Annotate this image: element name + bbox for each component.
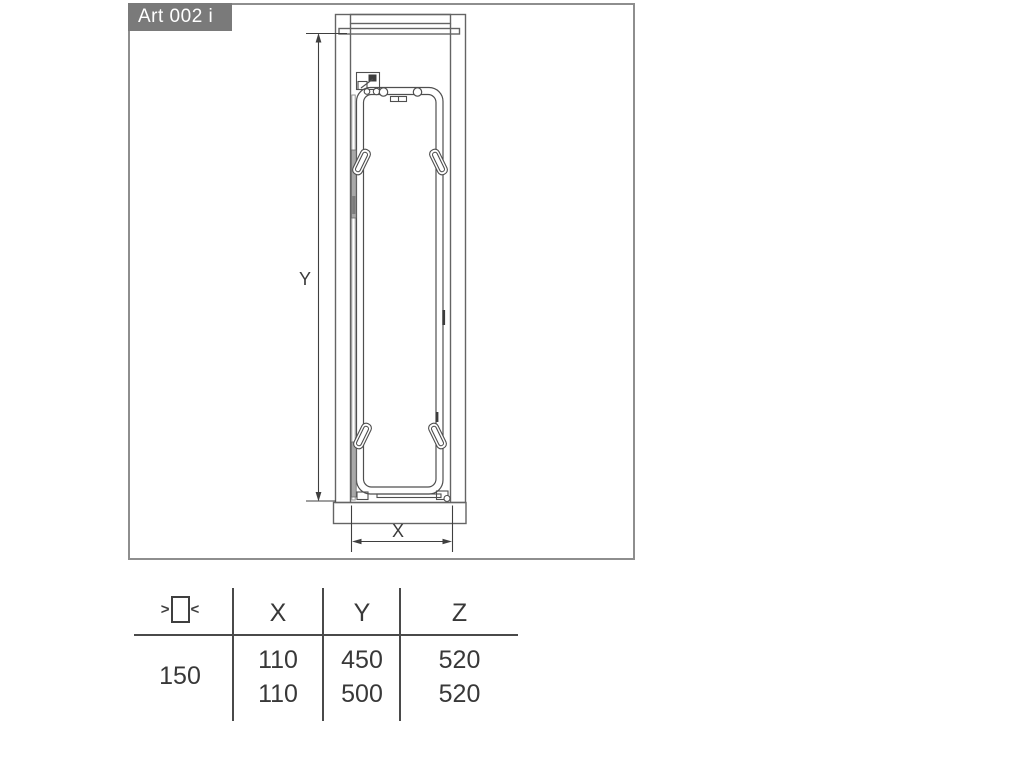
arrow-left-icon: < bbox=[190, 600, 200, 618]
caster-wheel bbox=[444, 496, 450, 502]
table-cell-y1: 450 bbox=[341, 646, 383, 674]
top-latch bbox=[391, 97, 407, 102]
top-bracket bbox=[357, 73, 380, 95]
column-header-z: Z bbox=[451, 599, 468, 627]
clip-bottom-right bbox=[427, 422, 448, 451]
bottom-slide bbox=[357, 491, 450, 502]
arrowhead-up bbox=[316, 33, 322, 43]
basket-clips bbox=[351, 148, 449, 451]
column-header-y: Y bbox=[353, 599, 371, 627]
table-cell-z2: 520 bbox=[438, 680, 481, 708]
arrowhead-left bbox=[352, 539, 362, 545]
arrow-right-icon: > bbox=[160, 600, 170, 618]
clip-top-right bbox=[428, 148, 449, 177]
title-badge: Art 002 i bbox=[128, 3, 232, 31]
table-cell-x1: 110 bbox=[258, 646, 298, 674]
table-cell-y2: 500 bbox=[341, 680, 383, 708]
cabinet-top-panel bbox=[351, 15, 451, 24]
tube-fittings bbox=[436, 310, 445, 422]
roller-right bbox=[413, 88, 421, 96]
roller-left bbox=[379, 88, 387, 96]
table-cell-z1: 520 bbox=[438, 646, 481, 674]
cabinet-width-value: 150 bbox=[159, 662, 201, 690]
dimension-y bbox=[306, 33, 347, 502]
dimension-label-x: X bbox=[391, 521, 405, 541]
arrowhead-right bbox=[443, 539, 453, 545]
arrowhead-down bbox=[316, 492, 322, 502]
top-rail-bar bbox=[339, 29, 460, 35]
dimension-label-y: Y bbox=[298, 269, 311, 289]
table-cell-x2: 110 bbox=[258, 680, 298, 708]
column-header-x: X bbox=[269, 599, 287, 627]
